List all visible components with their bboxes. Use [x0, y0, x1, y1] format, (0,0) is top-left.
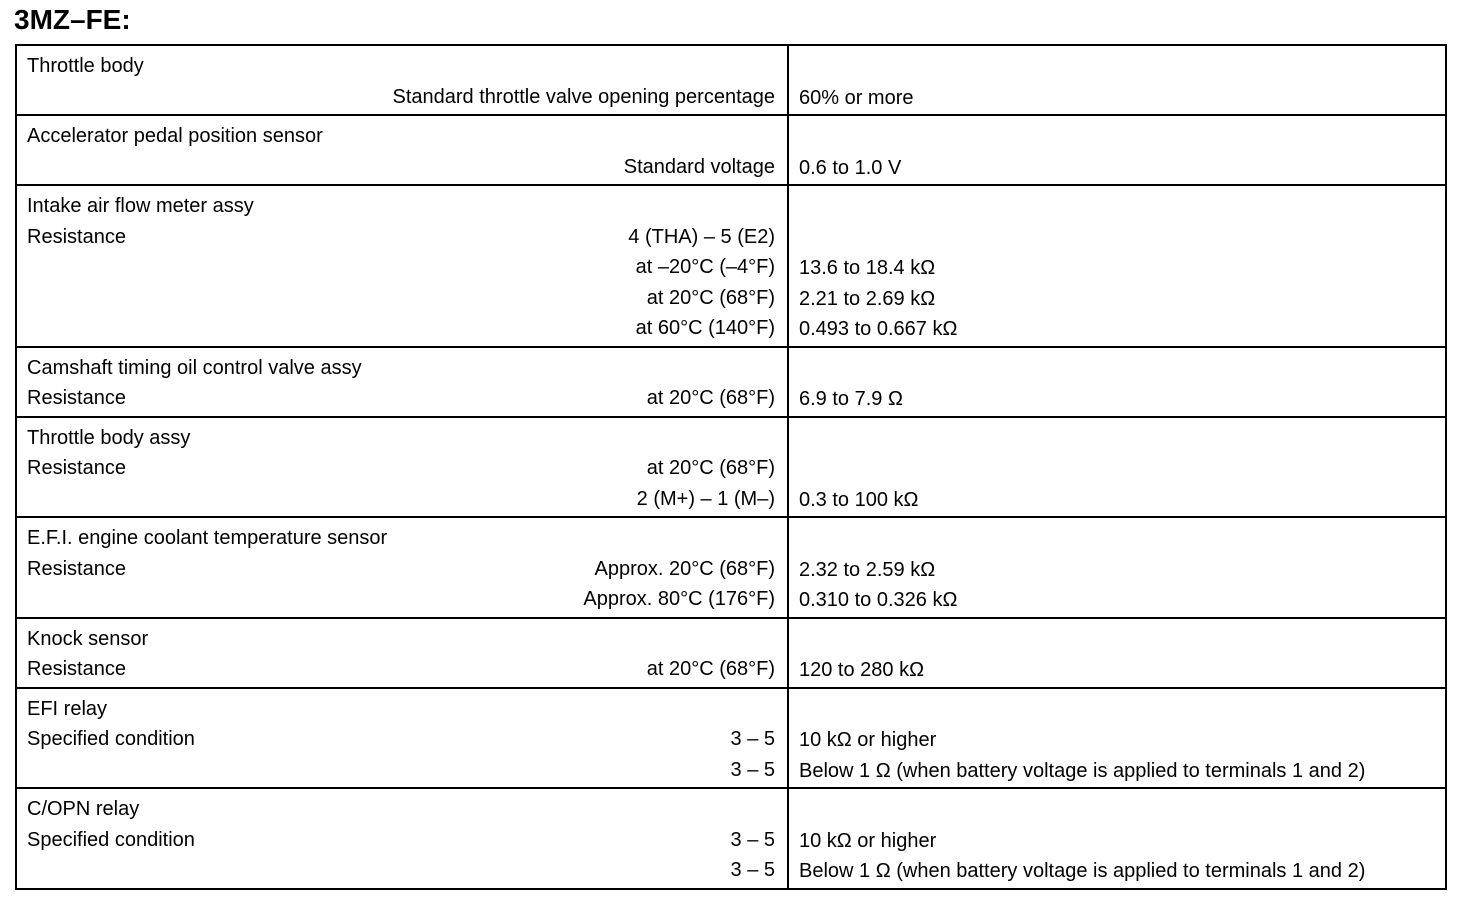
spec-line	[27, 654, 775, 685]
measurement-label: Resistance	[27, 658, 126, 680]
test-condition: at 20°C (68°F)	[646, 457, 775, 479]
spec-line	[799, 825, 1433, 856]
component-name: Intake air flow meter assy	[27, 195, 254, 217]
spec-table	[15, 44, 1447, 890]
spec-line	[799, 523, 1433, 554]
spec-line	[27, 313, 775, 344]
measurement-label: Resistance	[27, 557, 126, 580]
test-condition: 3 – 5	[730, 828, 775, 851]
spec-line	[27, 794, 775, 825]
spec-value: 120 to 280 kΩ	[799, 659, 925, 681]
test-condition: Approx. 20°C (68°F)	[594, 557, 775, 580]
spec-value: 0.310 to 0.326 kΩ	[799, 589, 958, 611]
spec-value: Below 1 Ω (when battery voltage is applied to terminals 1 and 2)	[799, 860, 1366, 882]
spec-value-cell	[788, 347, 1446, 417]
spec-line	[799, 624, 1433, 655]
spec-line	[799, 794, 1433, 825]
spec-item-cell	[16, 688, 788, 789]
spec-line	[799, 694, 1433, 725]
spec-line	[799, 82, 1433, 113]
spec-line	[27, 453, 775, 484]
spec-value: 10 kΩ or higher	[799, 829, 937, 852]
test-condition: Approx. 80°C (176°F)	[583, 588, 775, 610]
spec-line	[799, 423, 1433, 454]
spec-line	[27, 82, 775, 113]
test-condition: at 20°C (68°F)	[646, 286, 775, 309]
spec-row	[16, 517, 1446, 618]
spec-item-cell	[16, 417, 788, 518]
spec-item-cell	[16, 788, 788, 889]
spec-value-cell	[788, 417, 1446, 518]
spec-line	[799, 724, 1433, 755]
spec-line	[27, 191, 775, 222]
test-condition: at 20°C (68°F)	[646, 387, 775, 409]
spec-row	[16, 185, 1446, 347]
spec-line	[27, 694, 775, 725]
spec-line	[799, 453, 1433, 484]
spec-value: 0.3 to 100 kΩ	[799, 488, 919, 511]
spec-value: 2.32 to 2.59 kΩ	[799, 558, 936, 581]
spec-row	[16, 417, 1446, 518]
spec-value: Below 1 Ω (when battery voltage is applied to terminals 1 and 2)	[799, 759, 1366, 782]
spec-line	[799, 152, 1433, 183]
spec-line	[27, 222, 775, 253]
test-condition: 4 (THA) – 5 (E2)	[628, 225, 775, 248]
spec-line	[27, 724, 775, 755]
spec-line	[799, 191, 1433, 222]
spec-line	[27, 624, 775, 655]
component-name: EFI relay	[27, 697, 108, 720]
spec-line	[799, 755, 1433, 786]
spec-table-body	[16, 45, 1446, 889]
spec-line	[799, 584, 1433, 615]
test-condition: 3 – 5	[730, 728, 775, 750]
spec-value: 0.6 to 1.0 V	[799, 156, 902, 179]
component-name: Throttle body	[27, 55, 144, 77]
spec-line	[27, 484, 775, 515]
spec-value-cell	[788, 185, 1446, 347]
measurement-label: Specified condition	[27, 728, 195, 750]
spec-line	[27, 283, 775, 314]
measurement-label: Specified condition	[27, 828, 195, 851]
spec-line	[27, 755, 775, 786]
spec-line	[27, 855, 775, 886]
spec-value: 2.21 to 2.69 kΩ	[799, 287, 936, 310]
spec-value-cell	[788, 618, 1446, 688]
spec-row	[16, 788, 1446, 889]
spec-item-cell	[16, 115, 788, 185]
spec-value-cell	[788, 517, 1446, 618]
component-name: E.F.I. engine coolant temperature sensor	[27, 527, 388, 549]
spec-line	[27, 353, 775, 384]
spec-item-cell	[16, 185, 788, 347]
test-condition: at –20°C (–4°F)	[635, 256, 775, 278]
spec-line	[27, 523, 775, 554]
spec-row	[16, 347, 1446, 417]
spec-row	[16, 688, 1446, 789]
spec-row	[16, 618, 1446, 688]
spec-value: 6.9 to 7.9 Ω	[799, 388, 903, 410]
spec-line	[27, 825, 775, 856]
spec-value: 13.6 to 18.4 kΩ	[799, 257, 936, 279]
page-title: 3MZ–FE:	[14, 4, 131, 35]
test-condition: at 60°C (140°F)	[635, 317, 775, 339]
spec-value-cell	[788, 688, 1446, 789]
test-condition: Standard throttle valve opening percentage	[392, 85, 775, 108]
component-name: C/OPN relay	[27, 798, 140, 820]
spec-line	[799, 51, 1433, 82]
component-name: Accelerator pedal position sensor	[27, 125, 323, 147]
test-condition: at 20°C (68°F)	[646, 658, 775, 680]
spec-line	[27, 152, 775, 183]
spec-item-cell	[16, 618, 788, 688]
component-name: Throttle body assy	[27, 426, 191, 449]
spec-value-cell	[788, 788, 1446, 889]
spec-value: 10 kΩ or higher	[799, 729, 937, 751]
spec-line	[799, 313, 1433, 344]
spec-line	[27, 554, 775, 585]
spec-line	[27, 423, 775, 454]
component-name: Camshaft timing oil control valve assy	[27, 356, 362, 379]
spec-line	[27, 121, 775, 152]
spec-line	[27, 584, 775, 615]
spec-line	[27, 252, 775, 283]
spec-line	[799, 855, 1433, 886]
spec-line	[799, 283, 1433, 314]
spec-line	[799, 554, 1433, 585]
spec-row	[16, 45, 1446, 115]
spec-item-cell	[16, 45, 788, 115]
spec-line	[799, 654, 1433, 685]
spec-value: 60% or more	[799, 86, 914, 109]
spec-line	[799, 121, 1433, 152]
spec-line	[799, 353, 1433, 384]
measurement-label: Resistance	[27, 457, 126, 479]
test-condition: 2 (M+) – 1 (M–)	[636, 487, 775, 510]
test-condition: Standard voltage	[623, 155, 775, 178]
spec-value-cell	[788, 45, 1446, 115]
spec-line	[799, 383, 1433, 414]
spec-value: 0.493 to 0.667 kΩ	[799, 318, 958, 340]
spec-line	[27, 51, 775, 82]
test-condition: 3 – 5	[730, 859, 775, 881]
spec-line	[799, 252, 1433, 283]
spec-row	[16, 115, 1446, 185]
spec-item-cell	[16, 517, 788, 618]
component-name: Knock sensor	[27, 627, 149, 650]
spec-value-cell	[788, 115, 1446, 185]
test-condition: 3 – 5	[730, 758, 775, 781]
measurement-label: Resistance	[27, 225, 126, 248]
spec-line	[799, 484, 1433, 515]
measurement-label: Resistance	[27, 387, 126, 409]
spec-item-cell	[16, 347, 788, 417]
spec-line	[799, 222, 1433, 253]
spec-line	[27, 383, 775, 414]
